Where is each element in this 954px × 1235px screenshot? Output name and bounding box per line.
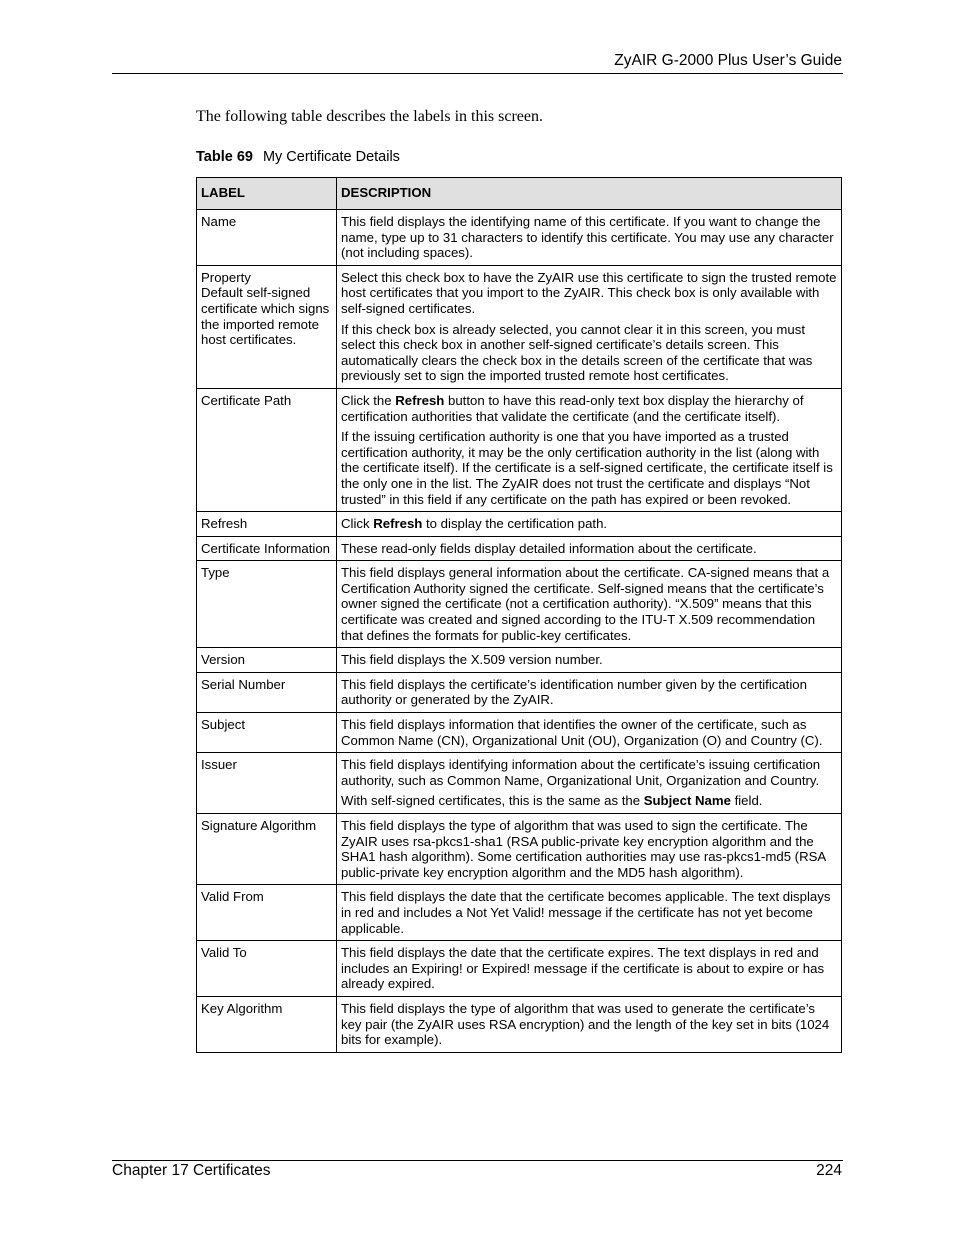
table-row	[197, 561, 842, 648]
row-description	[337, 388, 842, 511]
intro-text: The following table describes the labels in this screen.	[196, 108, 544, 125]
row-label: Key Algorithm	[197, 996, 337, 1052]
table-header-row	[197, 178, 842, 210]
description-paragraph	[341, 214, 837, 261]
row-description	[337, 536, 842, 561]
description-text: This field displays general information about the certificate. CA-signed means that a Certification Authority signed the certificate. Self-signed means that the certificate’s owner signed the certificate (not a certification authority). “X.509” means that this certificate was created and signed according to the ITU-T X.509 recommendation that defines the formats for public-key certificates.	[341, 565, 830, 643]
description-paragraph	[341, 565, 837, 643]
row-description	[337, 814, 842, 885]
description-paragraph	[341, 793, 837, 809]
table-row	[197, 996, 842, 1052]
description-text: This field displays the date that the certificate becomes applicable. The text displays in red and includes a Not Yet Valid! message if the certificate has not yet become applicable.	[341, 889, 831, 936]
description-text: Click	[341, 516, 374, 532]
description-text: Select this check box to have the ZyAIR use this certificate to sign the trusted remote host certificates that you import to the ZyAIR. This check box is only available with self-signed certificates.	[341, 269, 837, 316]
description-text: This field displays the X.509 version number.	[341, 652, 603, 668]
row-label: Valid From	[197, 885, 337, 941]
description-paragraph	[341, 429, 837, 507]
description-paragraph	[341, 945, 837, 992]
row-label: Valid To	[197, 941, 337, 997]
description-text: With self-signed certificates, this is the same as the	[341, 793, 644, 809]
row-description	[337, 753, 842, 814]
row-label: Signature Algorithm	[197, 814, 337, 885]
description-paragraph	[341, 393, 837, 424]
description-paragraph	[341, 1001, 837, 1048]
table-row	[197, 941, 842, 997]
row-description	[337, 996, 842, 1052]
row-description	[337, 210, 842, 266]
guide-title: ZyAIR G-2000 Plus User’s Guide	[614, 52, 842, 69]
label-column-header: LABEL	[197, 178, 337, 210]
description-text: This field displays the type of algorithm that was used to sign the certificate. The ZyAIR uses rsa-pkcs1-sha1 (RSA public-private key encryption algorithm and the SHA1 hash algorithm). Some certification authorities may use ras-pkcs1-md5 (RSA public-private key encryption algorithm and the MD5 hash algorithm).	[341, 818, 826, 880]
row-description	[337, 885, 842, 941]
description-paragraph	[341, 889, 837, 936]
description-text: This field displays identifying information about the certificate’s issuing certification authority, such as Common Name, Organizational Unit, Organization and Country.	[341, 757, 821, 788]
description-text: to display the certification path.	[422, 516, 608, 532]
description-text: If this check box is already selected, you cannot clear it in this screen, you must select this check box in another self-signed certificate’s details screen. This automatically clears the check box in the details screen of the certificate that was previously set to sign the imported trusted remote host certificates.	[341, 321, 813, 384]
table-body	[197, 210, 842, 1053]
row-description	[337, 265, 842, 388]
description-paragraph	[341, 818, 837, 880]
table-row	[197, 753, 842, 814]
table-row	[197, 265, 842, 388]
description-paragraph	[341, 516, 837, 532]
description-text: field.	[730, 793, 763, 809]
table-number: Table 69	[196, 149, 253, 165]
description-text: Click the	[341, 392, 396, 408]
footer-divider	[112, 1160, 843, 1161]
row-label: Version	[197, 648, 337, 673]
row-label: Certificate Path	[197, 388, 337, 511]
row-label: Type	[197, 561, 337, 648]
row-description	[337, 648, 842, 673]
table-caption	[196, 149, 400, 165]
description-text: These read-only fields display detailed information about the certificate.	[341, 540, 757, 556]
certificate-details-table	[196, 177, 842, 1053]
description-text: This field displays the identifying name of this certificate. If you want to change the name, type up to 31 characters to identify this certificate. You may use any character (not including spaces).	[341, 214, 834, 261]
row-label: Certificate Information	[197, 536, 337, 561]
table-row	[197, 713, 842, 753]
table-row	[197, 536, 842, 561]
emphasized-term: Refresh	[395, 392, 445, 408]
row-description	[337, 512, 842, 537]
row-description	[337, 672, 842, 712]
table-row	[197, 512, 842, 537]
table-row	[197, 814, 842, 885]
description-paragraph	[341, 717, 837, 748]
row-description	[337, 561, 842, 648]
row-label: Serial Number	[197, 672, 337, 712]
description-text: This field displays the date that the certificate expires. The text displays in red and includes an Expiring! or Expired! message if the certificate is about to expire or has already expired.	[341, 945, 825, 992]
description-paragraph	[341, 677, 837, 708]
table-row	[197, 210, 842, 266]
description-column-header: DESCRIPTION	[337, 178, 842, 210]
row-description	[337, 713, 842, 753]
emphasized-term: Refresh	[373, 516, 423, 532]
description-paragraph	[341, 541, 837, 557]
description-paragraph	[341, 270, 837, 317]
row-label: Name	[197, 210, 337, 266]
chapter-title: Chapter 17 Certificates	[112, 1162, 271, 1179]
table-row	[197, 648, 842, 673]
row-label: Refresh	[197, 512, 337, 537]
table-title: My Certificate Details	[262, 149, 400, 165]
description-text: This field displays the type of algorithm that was used to generate the certificate’s key pair (the ZyAIR uses RSA encryption) and the length of the key set in bits (1024 bits for example).	[341, 1000, 830, 1048]
row-description	[337, 941, 842, 997]
table-row	[197, 885, 842, 941]
header-divider	[112, 73, 843, 74]
description-text: This field displays the certificate’s identification number given by the certification authority or generated by the ZyAIR.	[341, 676, 807, 708]
description-paragraph	[341, 757, 837, 788]
description-text: If the issuing certification authority is one that you have imported as a trusted certification authority, it may be the only certification authority in the list (along with the certificate itself). If the certificate is a self-signed certificate, the certificate itself is the only one in the list. The ZyAIR does not trust the certificate and displays “Not trusted” in this field if any certificate on the path has expired or been revoked.	[341, 429, 833, 507]
table-row	[197, 672, 842, 712]
row-label: Property Default self-signed certificate which signs the imported remote host certificates.	[197, 265, 337, 388]
emphasized-term: Subject Name	[643, 793, 731, 809]
table-row	[197, 388, 842, 511]
row-label: Issuer	[197, 753, 337, 814]
description-text: button to have this read-only text box display the hierarchy of certification authorities that validate the certificate (and the certificate itself).	[341, 392, 804, 424]
description-paragraph	[341, 322, 837, 384]
description-text: This field displays information that identifies the owner of the certificate, such as Common Name (CN), Organizational Unit (OU), Organization (O) and Country (C).	[341, 717, 823, 748]
description-paragraph	[341, 652, 837, 668]
row-label: Subject	[197, 713, 337, 753]
page-number: 224	[816, 1162, 842, 1179]
